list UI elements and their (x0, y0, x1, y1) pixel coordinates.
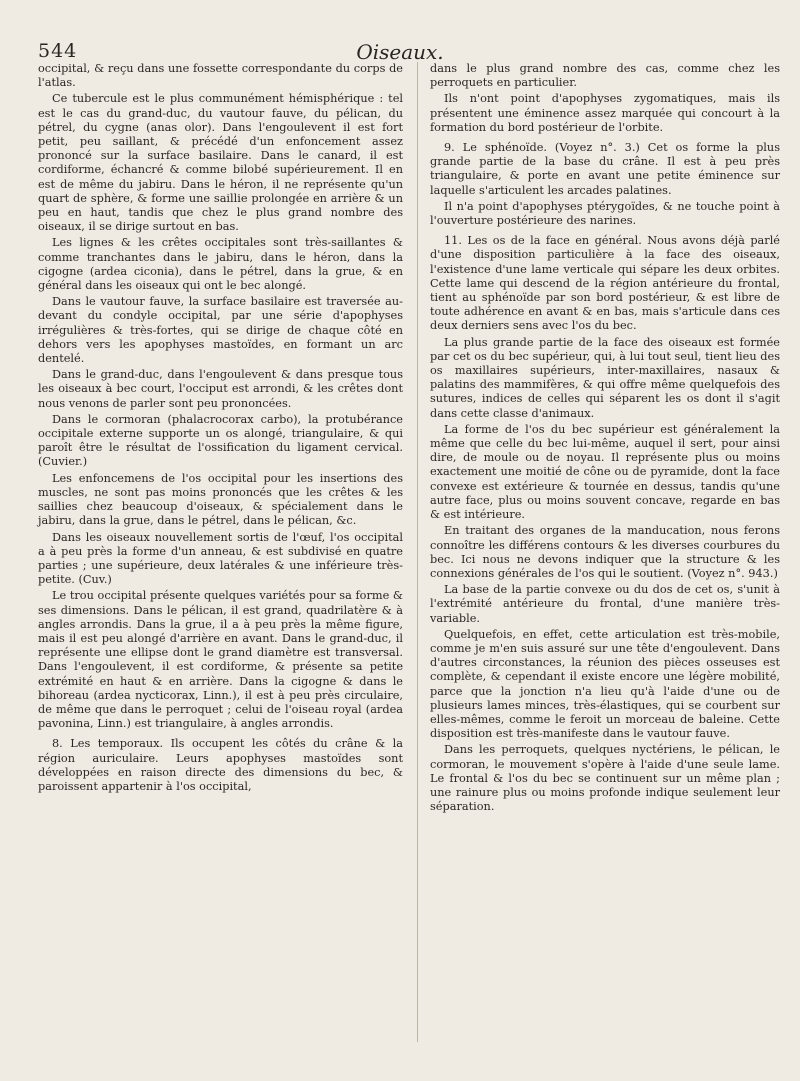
paragraph: Dans le vautour fauve, la surface basilaire est traversée au-devant du condyle occipital, par une série d'apophyses irrégulières & très-fortes, qui se dirige de chaque côté en dehors vers les apophyses mastoïdes, en formant un arc dentelé. (38, 295, 403, 366)
paragraph: Dans le grand-duc, dans l'engoulevent & dans presque tous les oiseaux à bec court, l'occiput est arrondi, & les crêtes dont nous venons de parler sont peu prononcées. (38, 368, 403, 410)
paragraph: dans le plus grand nombre des cas, comme chez les perroquets en particulier. (430, 62, 780, 90)
paragraph: Le trou occipital présente quelques variétés pour sa forme & ses dimensions. Dans le pélican, il est grand, quadrilatère & à angles arrondis. Dans la grue, il a à peu près la même figure, mais il est peu alongé d'arrière en avant. Dans le grand-duc, il représente une ellipse dont le grand diamètre est transversal. Dans l'engoulevent, il est cordiforme, & présente sa petite extrémité en haut & en arrière. Dans la cigogne & dans le bihoreau (ardea nycticorax, Linn.), il est à peu près circulaire, de même que dans le perroquet ; celui de l'oiseau royal (ardea pavonina, Linn.) est triangulaire, à angles arrondis. (38, 589, 403, 731)
paragraph: Dans le cormoran (phalacrocorax carbo), la protubérance occipitale externe supporte un os alongé, triangulaire, & qui paroît être le résultat de l'ossification du ligament cervical. (Cuvier.) (38, 412, 403, 469)
paragraph: Les enfoncemens de l'os occipital pour les insertions des muscles, ne sont pas moins prononcés que les crêtes & les saillies chez beaucoup d'oiseaux, & spécialement dans le jabiru, dans la grue, dans le pétrel, dans le pélican, &c. (38, 471, 403, 528)
page-number: 544 (38, 40, 78, 62)
paragraph: occipital, & reçu dans une fossette correspondante du corps de l'atlas. (38, 62, 403, 90)
section-paragraph-temporaux: 8. Les temporaux. Ils occupent les côtés du crâne & la région auriculaire. Leurs apophyses mastoïdes sont développées en raison directe des dimensions du bec, & paroissent appartenir à l'os occipital, (38, 737, 403, 793)
paragraph: Ils n'ont point d'apophyses zygomatiques, mais ils présentent une éminence assez marquée qui concourt à la formation du bord postérieur de l'orbite. (430, 92, 780, 134)
paragraph: Dans les oiseaux nouvellement sortis de l'œuf, l'os occipital a à peu près la forme d'un anneau, & est subdivisé en quatre parties ; une supérieure, deux latérales & une inférieure très-petite. (Cuv.) (38, 530, 403, 587)
column-divider (417, 62, 418, 1042)
paragraph: La forme de l'os du bec supérieur est généralement la même que celle du bec lui-même, auquel il sert, pour ainsi dire, de moule ou de noyau. Il représente plus ou moins exactement une moitié de cône ou de pyramide, dont la face convexe est extérieure & tournée en dessus, tandis qu'une autre face, plus ou moins souvent concave, regarde en bas & est intérieure. (430, 422, 780, 522)
paragraph: Dans les perroquets, quelques nyctériens, le pélican, le cormoran, le mouvement s'opère à l'aide d'une seule lame. Le frontal & l'os du bec se continuent sur un même plan ; une rainure plus ou moins profonde indique seulement leur séparation. (430, 743, 780, 814)
running-title: Oiseaux. (356, 40, 444, 64)
section-paragraph-sphenoide: 9. Le sphénoïde. (Voyez n°. 3.) Cet os forme la plus grande partie de la base du crâne. Il est à peu près triangulaire, & porte en avant une petite éminence sur laquelle s'articulent les arcades palatines. (430, 141, 780, 197)
right-column (430, 62, 780, 816)
paragraph: Quelquefois, en effet, cette articulation est très-mobile, comme je m'en suis assuré sur une tête d'engoulevent. Dans d'autres circonstances, la réunion des pièces osseuses est complète, & cependant il existe encore une légère mobilité, parce que la jonction n'a lieu qu'à l'aide d'une ou de plusieurs lames minces, très-élastiques, qui se courbent sur elles-mêmes, comme le feroit un morceau de baleine. Cette disposition est très-manifeste dans le vautour fauve. (430, 627, 780, 741)
paragraph: La plus grande partie de la face des oiseaux est formée par cet os du bec supérieur, qui, à lui tout seul, tient lieu des os maxillaires supérieurs, inter-maxillaires, nasaux & palatins des mammifères, & qui offre même quelquefois des sutures, indices de celles qui séparent les os dont il s'agit dans cette classe d'animaux. (430, 335, 780, 420)
paragraph: La base de la partie convexe ou du dos de cet os, s'unit à l'extrémité antérieure du frontal, d'une manière très-variable. (430, 583, 780, 625)
left-column (38, 62, 403, 796)
paragraph: Il n'a point d'apophyses ptérygoïdes, & ne touche point à l'ouverture postérieure des narines. (430, 199, 780, 228)
paragraph: Ce tubercule est le plus communément hémisphérique : tel est le cas du grand-duc, du vautour fauve, du pélican, du pétrel, du cygne (anas olor). Dans l'engoulevent il est fort petit, peu saillant, & précédé d'un enfoncement assez prononcé sur la surface basilaire. Dans le canard, il est cordiforme, échancré & comme bilobé supérieurement. Il en est de même du jabiru. Dans le héron, il ne représente qu'un quart de sphère, & forme une saillie prolongée en arrière & un peu en haut, tandis que chez le plus grand nombre des oiseaux, il se dirige surtout en bas. (38, 92, 403, 234)
paragraph: Les lignes & les crêtes occipitales sont très-saillantes & comme tranchantes dans le jabiru, dans le héron, dans la cigogne (ardea ciconia), dans le pétrel, dans la grue, & en général dans les oiseaux qui ont le bec alongé. (38, 236, 403, 293)
section-paragraph-face: 11. Les os de la face en général. Nous avons déjà parlé d'une disposition particulière à la face des oiseaux, l'existence d'une lame verticale qui sépare les deux orbites. Cette lame qui descend de la région antérieure du frontal, tient au sphénoïde par son bord postérieur, & est libre de toute adhérence en avant & en bas, mais s'articule dans ces deux derniers sens avec l'os du bec. (430, 234, 780, 333)
paragraph: En traitant des organes de la manducation, nous ferons connoître les différens contours & les diverses courbures du bec. Ici nous ne devons indiquer que la structure & les connexions générales de l'os qui le soutient. (Voyez n°. 943.) (430, 524, 780, 580)
